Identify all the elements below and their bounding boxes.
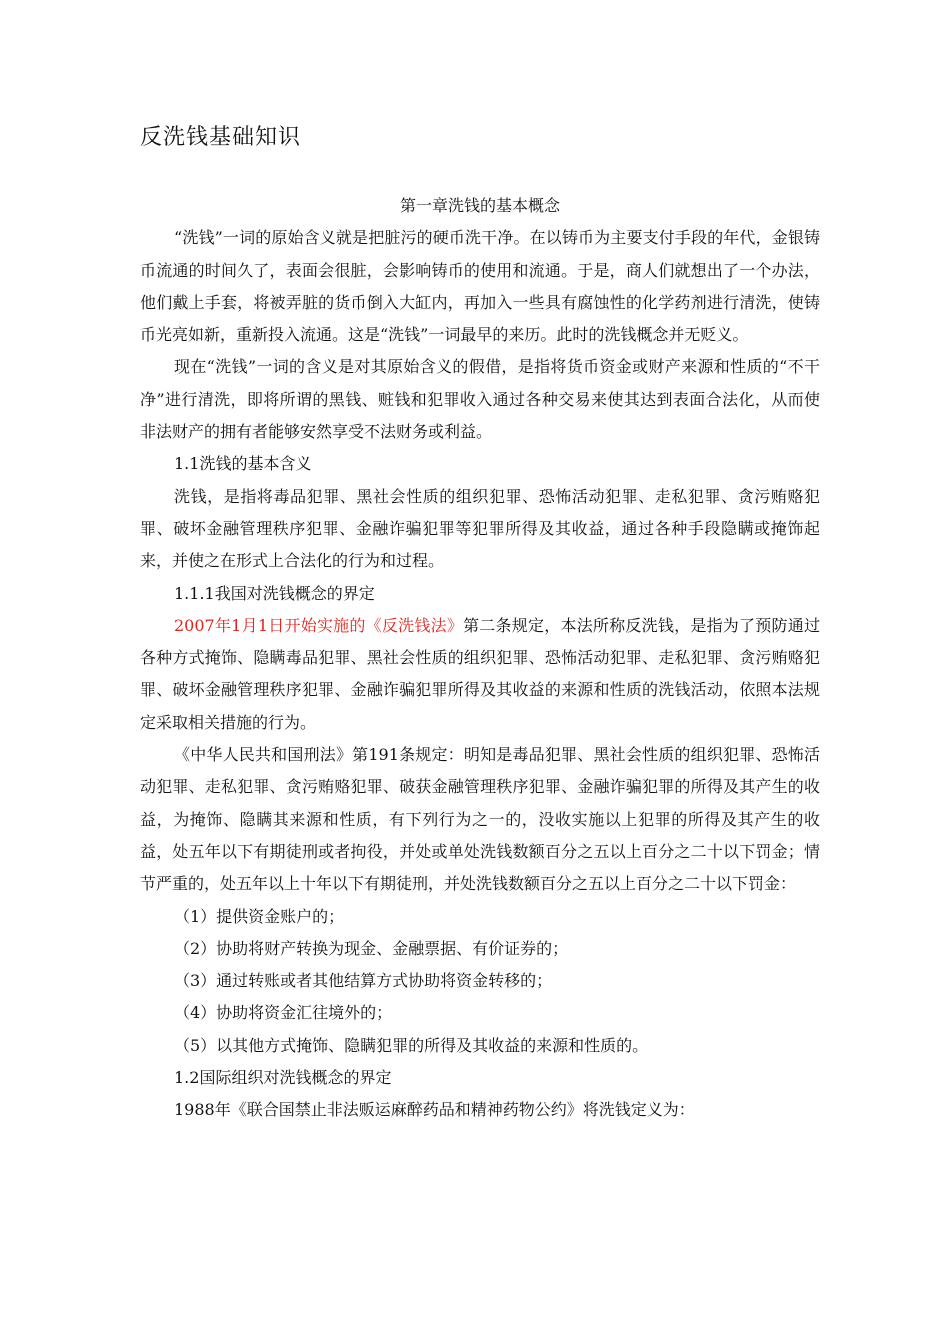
chapter-heading: 第一章洗钱的基本概念 bbox=[399, 196, 560, 215]
list-item: （3）通过转账或者其他结算方式协助将资金转移的； bbox=[174, 971, 553, 991]
paragraph-origin: “洗钱”一词的原始含义就是把脏污的硬币洗干净。在以铸币为主要支付手段的年代，金银铸币流通的时间久了，表面会很脏，会影响铸币的使用和流通。于是，商人们就想出了一个办法，他们戴上手套，将被弄脏的货币倒入大缸内，再加入一些具有腐蚀性的化学药剂进行清洗，使铸币光亮如新，重新投入流通。这是“洗钱”一词最早的来历。此时的洗钱概念并无贬义。 bbox=[140, 228, 820, 345]
list-item: （5）以其他方式掩饰、隐瞒犯罪的所得及其收益的来源和性质的。 bbox=[174, 1035, 649, 1055]
section-heading-1-1: 1.1洗钱的基本含义 bbox=[174, 454, 312, 474]
document-body bbox=[140, 190, 820, 1127]
paragraph-definition: 洗钱，是指将毒品犯罪、黑社会性质的组织犯罪、恐怖活动犯罪、走私犯罪、贪污贿赂犯罪、破坏金融管理秩序犯罪、金融诈骗犯罪等犯罪所得及其收益，通过各种手段隐瞒或掩饰起来，并使之在形式上合法化的行为和过程。 bbox=[140, 486, 820, 571]
section-heading-1-1-1: 1.1.1我国对洗钱概念的界定 bbox=[174, 583, 375, 603]
paragraph-aml-law-text: 第二条规定，本法所称反洗钱，是指为了预防通过各种方式掩饰、隐瞒毒品犯罪、黑社会性质的组织犯罪、恐怖活动犯罪、走私犯罪、贪污贿赂犯罪、破坏金融管理秩序犯罪、金融诈骗犯罪所得及其收益的来源和性质的洗钱活动，依照本法规定采取相关措施的行为。 bbox=[140, 615, 820, 732]
paragraph-un-convention: 1988年《联合国禁止非法贩运麻醉药品和精神药物公约》将洗钱定义为： bbox=[174, 1100, 695, 1120]
document-title: 反洗钱基础知识 bbox=[140, 125, 302, 150]
paragraph-aml-law bbox=[140, 610, 820, 739]
paragraph-modern-meaning: 现在“洗钱”一词的含义是对其原始含义的假借，是指将货币资金或财产来源和性质的“不干净”进行清洗，即将所谓的黑钱、赃钱和犯罪收入通过各种交易来使其达到表面合法化，从而使非法财产的拥有者能够安然享受不法财务或利益。 bbox=[140, 357, 820, 442]
list-item: （1）提供资金账户的； bbox=[174, 906, 345, 926]
list-item: （2）协助将财产转换为现金、金融票据、有价证券的； bbox=[174, 938, 569, 958]
section-heading-1-2: 1.2国际组织对洗钱概念的界定 bbox=[174, 1068, 392, 1088]
list-item: （4）协助将资金汇往境外的； bbox=[174, 1003, 393, 1023]
highlighted-law-reference: 2007年1月1日开始实施的《反洗钱法》 bbox=[174, 615, 464, 635]
paragraph-criminal-law: 《中华人民共和国刑法》第191条规定：明知是毒品犯罪、黑社会性质的组织犯罪、恐怖活动犯罪、走私犯罪、贪污贿赂犯罪、破获金融管理秩序犯罪、金融诈骗犯罪的所得及其产生的收益，为掩饰、隐瞒其来源和性质，有下列行为之一的，没收实施以上犯罪的所得及其产生的收益，处五年以下有期徒刑或者拘役，并处或单处洗钱数额百分之五以上百分之二十以下罚金；情节严重的，处五年以上十年以下有期徒刑，并处洗钱数额百分之五以上百分之二十以下罚金： bbox=[140, 745, 820, 894]
